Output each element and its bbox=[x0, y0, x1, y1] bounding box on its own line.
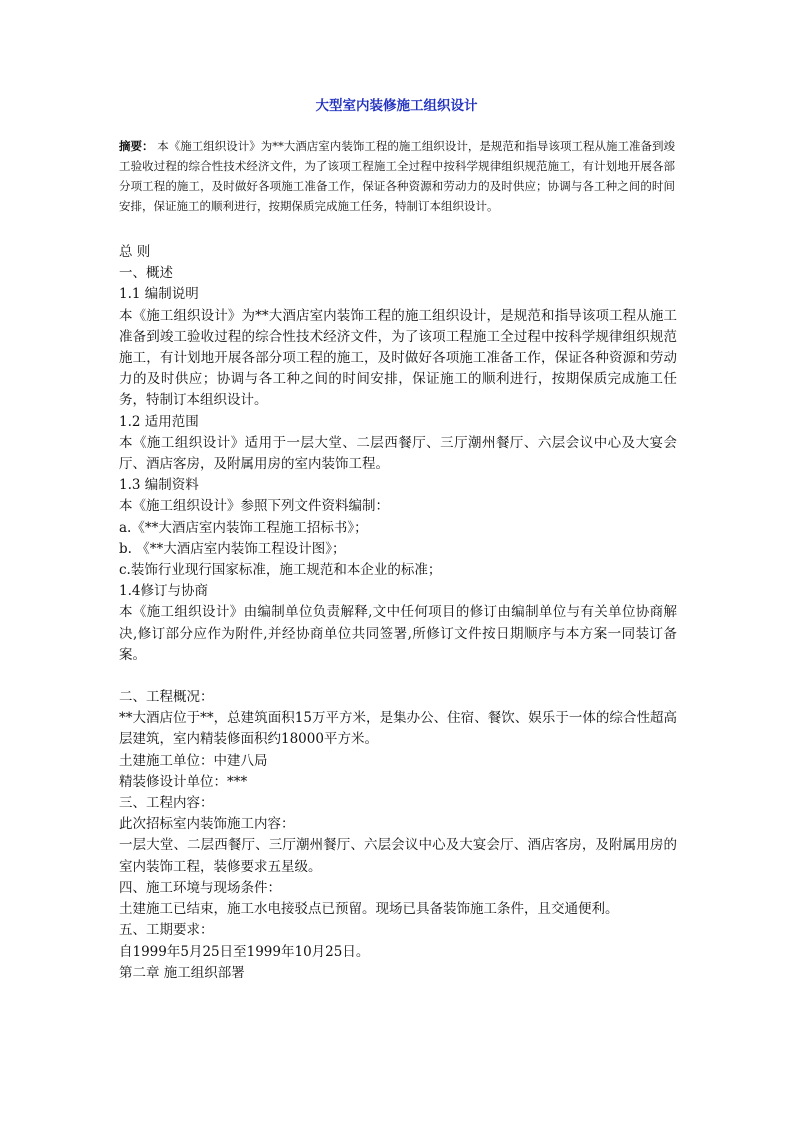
chapter-2-heading: 第二章 施工组织部署 bbox=[119, 964, 245, 981]
section-1-1-heading: 1.1 编制说明 bbox=[119, 286, 199, 303]
section-1-4-heading: 1.4修订与协商 bbox=[119, 583, 208, 600]
section-1-3-item-b: b. 《**大酒店室内装饰工程设计图》； bbox=[119, 540, 346, 557]
document-body bbox=[119, 242, 677, 984]
section-5-text: 自1999年5月25日至1999年10月25日。 bbox=[119, 943, 370, 960]
abstract-block bbox=[119, 136, 675, 216]
document-title: 大型室内装修施工组织设计 bbox=[315, 98, 478, 114]
abstract-label: 摘要： bbox=[119, 139, 154, 153]
section-3-text: 一层大堂、二层西餐厅、三厅潮州餐厅、六层会议中心及大宴会厅、酒店客房，及附属用房的室内装饰工程，装修要求五星级。 bbox=[119, 837, 677, 875]
section-1-3-item-a: a.《**大酒店室内装饰工程施工招标书》； bbox=[119, 519, 368, 536]
abstract-text: 本《施工组织设计》为**大酒店室内装饰工程的施工组织设计，是规范和指导该项工程从施工准备到竣工验收过程的综合性技术经济文件，为了该项工程施工全过程中按科学规律组织规范施工，有计划地开展各部分项工程的施工，及时做好各项施工准备工作，保证各种资源和劳动力的及时供应；协调与各工种之间的时间安排，保证施工的顺利进行，按期保质完成施工任务，特制订本组织设计。 bbox=[119, 139, 676, 213]
section-4-heading: 四、施工环境与现场条件： bbox=[119, 879, 281, 896]
section-2-builder: 土建施工单位：中建八局 bbox=[119, 752, 268, 769]
section-2-heading: 二、工程概况： bbox=[119, 689, 214, 706]
section-2-text: **大酒店位于**，总建筑面积15万平方米，是集办公、住宿、餐饮、娱乐于一体的综合性超高层建筑，室内精装修面积约18000平方米。 bbox=[119, 710, 677, 748]
section-1-heading: 一、概述 bbox=[119, 265, 173, 282]
section-2-designer: 精装修设计单位：*** bbox=[119, 773, 248, 790]
section-1-2-heading: 1.2 适用范围 bbox=[119, 413, 199, 430]
paragraph-gap bbox=[119, 666, 677, 687]
section-3-intro: 此次招标室内装饰施工内容： bbox=[119, 816, 295, 833]
section-1-3-heading: 1.3 编制资料 bbox=[119, 477, 199, 494]
section-1-1-text: 本《施工组织设计》为**大酒店室内装饰工程的施工组织设计，是规范和指导该项工程从施工准备到竣工验收过程的综合性技术经济文件，为了该项工程施工全过程中按科学规律组织规范施工，有计划地开展各部分项工程的施工，及时做好各项施工准备工作，保证各种资源和劳动力的及时供应；协调与各工种之间的时间安排，保证施工的顺利进行，按期保质完成施工任务，特制订本组织设计。 bbox=[119, 307, 677, 409]
section-1-2-text: 本《施工组织设计》适用于一层大堂、二层西餐厅、三厅潮州餐厅、六层会议中心及大宴会厅、酒店客房，及附属用房的室内装饰工程。 bbox=[119, 434, 677, 473]
section-5-heading: 五、工期要求： bbox=[119, 922, 214, 939]
section-1-3-item-c: c.装饰行业现行国家标准，施工规范和本企业的标准； bbox=[119, 562, 442, 579]
section-4-text: 土建施工已结束，施工水电接驳点已预留。现场已具备装饰施工条件，且交通便利。 bbox=[119, 901, 619, 918]
section-1-4-text: 本《施工组织设计》由编制单位负责解释,文中任何项目的修订由编制单位与有关单位协商解决,修订部分应作为附件,并经协商单位共同签署,所修订文件按日期顺序与本方案一同装订备案。 bbox=[119, 604, 677, 663]
section-3-heading: 三、工程内容： bbox=[119, 795, 214, 812]
section-1-3-text: 本《施工组织设计》参照下列文件资料编制： bbox=[119, 498, 389, 515]
general-heading: 总 则 bbox=[119, 244, 151, 260]
